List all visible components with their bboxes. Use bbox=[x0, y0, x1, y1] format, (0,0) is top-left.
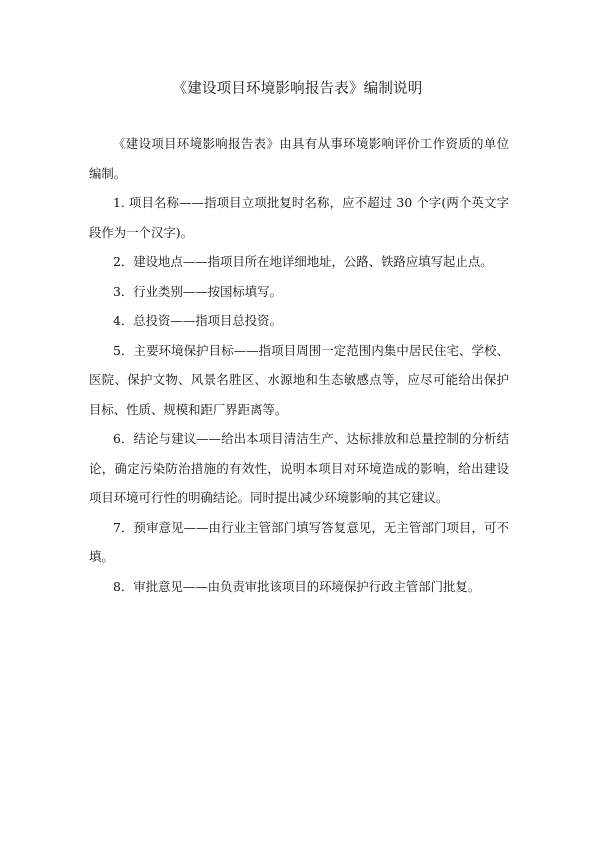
item-industry-category: 3．行业类别——按国标填写。 bbox=[113, 283, 282, 299]
document-body bbox=[89, 129, 509, 601]
item-preliminary-review: 7．预审意见——由行业主管部门填写答复意见，无主管部门项目，可不填。 bbox=[89, 519, 509, 564]
item-approval-opinion: 8．审批意见——由负责审批该项目的环境保护行政主管部门批复。 bbox=[113, 578, 481, 594]
intro-paragraph: 《建设项目环境影响报告表》由具有从事环境影响评价工作资质的单位编制。 bbox=[89, 136, 509, 181]
item-total-investment: 4．总投资——指项目总投资。 bbox=[113, 313, 282, 328]
item-protection-targets: 5．主要环境保护目标——指项目周围一定范围内集中居民住宅、学校、医院、保护文物、风景名胜区、水源地和生态敏感点等，应尽可能给出保护目标、性质、规模和距厂界距离等。 bbox=[89, 342, 509, 417]
item-conclusions: 6．结论与建议——给出本项目清洁生产、达标排放和总量控制的分析结论，确定污染防治措施的有效性，说明本项目对环境造成的影响，给出建设项目环境可行性的明确结论。同时提出减少环境影响的其它建议。 bbox=[89, 431, 509, 505]
item-construction-site: 2．建设地点——指项目所在地详细地址，公路、铁路应填写起止点。 bbox=[113, 254, 493, 269]
item-project-name: 1. 项目名称——指项目立项批复时名称，应不超过 30 个字(两个英文字段作为一个汉字)。 bbox=[89, 195, 509, 240]
document-title: 《建设项目环境影响报告表》编制说明 bbox=[172, 81, 423, 97]
